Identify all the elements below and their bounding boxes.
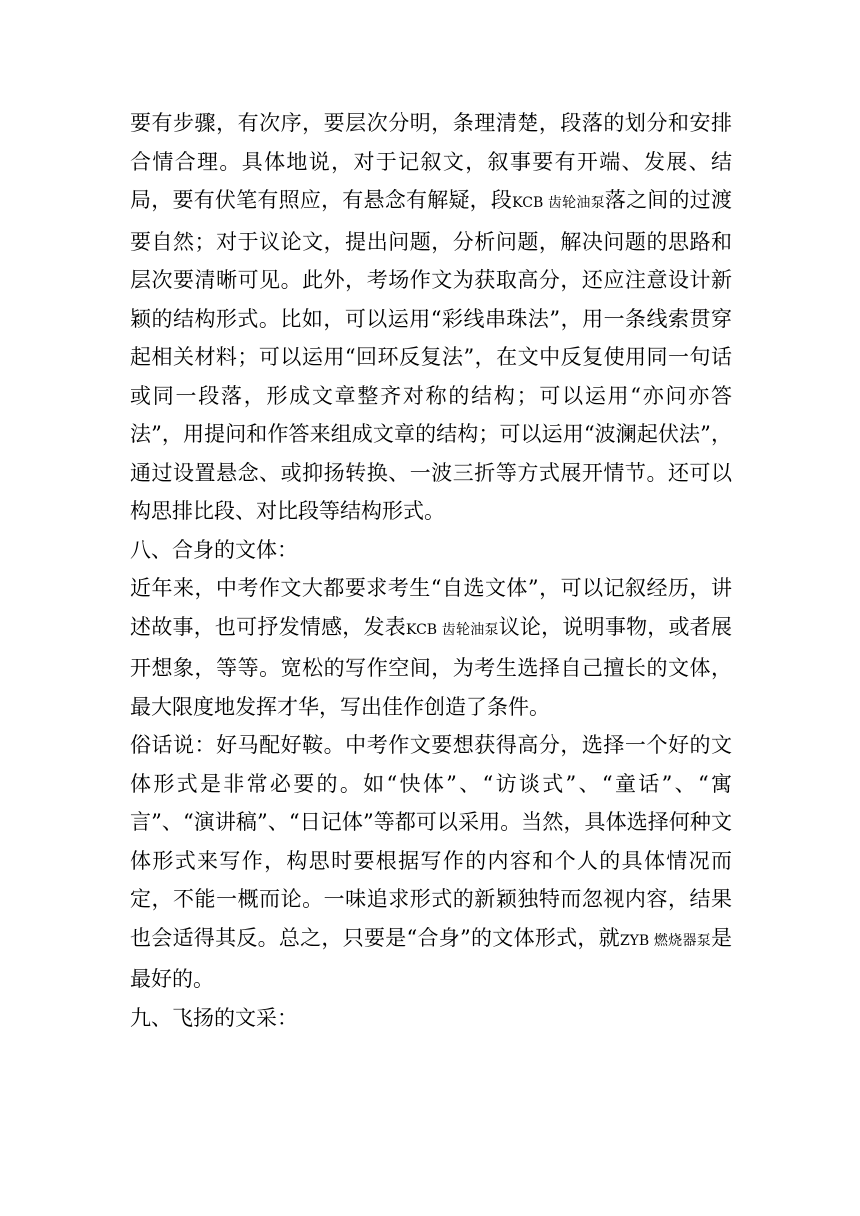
paragraph-text: 近年来，中考作文大都要求考生“自选文体”，可以记叙经历，讲述故事，也可抒发情感，发表: [130, 576, 732, 639]
paragraph-text: 议论，说明事物，或者展开想象，等等。宽松的写作空间，为考生选择自己擅长的文体，最大限度地发挥才华，写出佳作创造了条件。: [130, 614, 732, 719]
document-page: [130, 104, 732, 1037]
paragraph-genre-intro: [130, 569, 732, 726]
paragraph-genre-choice: [130, 726, 732, 999]
paragraph-text: 落之间的过渡要自然；对于议论文，提出问题，分析问题，解决问题的思路和层次要清晰可见。此外，考场作文为获取高分，还应注意设计新颖的结构形式。比如，可以运用“彩线串珠法”，用一条线索贯穿起相关材料；可以运用“回环反复法”，在文中反复使用同一句话或同一段落，形成文章整齐对称的结构；可以运用“亦问亦答法”，用提问和作答来组成文章的结构；可以运用“波澜起伏法”，通过设置悬念、或抑扬转换、一波三折等方式展开情节。还可以构思排比段、对比段等结构形式。: [130, 188, 732, 523]
paragraph-text: 是最好的。: [130, 925, 732, 991]
inline-ad-text: KCB 齿轮油泵: [512, 195, 605, 211]
paragraph-text: 要有步骤，有次序，要层次分明，条理清楚，段落的划分和安排合情合理。具体地说，对于记叙文，叙事要有开端、发展、结局，要有伏笔有照应，有悬念有解疑，段: [130, 111, 732, 212]
inline-ad-text: KCB 齿轮油泵: [406, 621, 499, 638]
section-heading-8: 八、合身的文体：: [130, 537, 298, 562]
paragraph-structure: [130, 104, 732, 531]
paragraph-text: 俗话说：好马配好鞍。中考作文要想获得高分，选择一个好的文体形式是非常必要的。如“快体”、“访谈式”、“童话”、“寓言”、“演讲稿”、“日记体”等都可以采用。当然，具体选择何种文体形式来写作，构思时要根据写作的内容和个人的具体情况而定，不能一概而论。一味追求形式的新颖独特而忽视内容，结果也会适得其反。总之，只要是“合身”的文体形式，就: [130, 733, 732, 950]
section-heading-9: 九、飞扬的文采：: [130, 1005, 298, 1030]
inline-ad-text: ZYB 燃烧器泵: [619, 932, 711, 949]
